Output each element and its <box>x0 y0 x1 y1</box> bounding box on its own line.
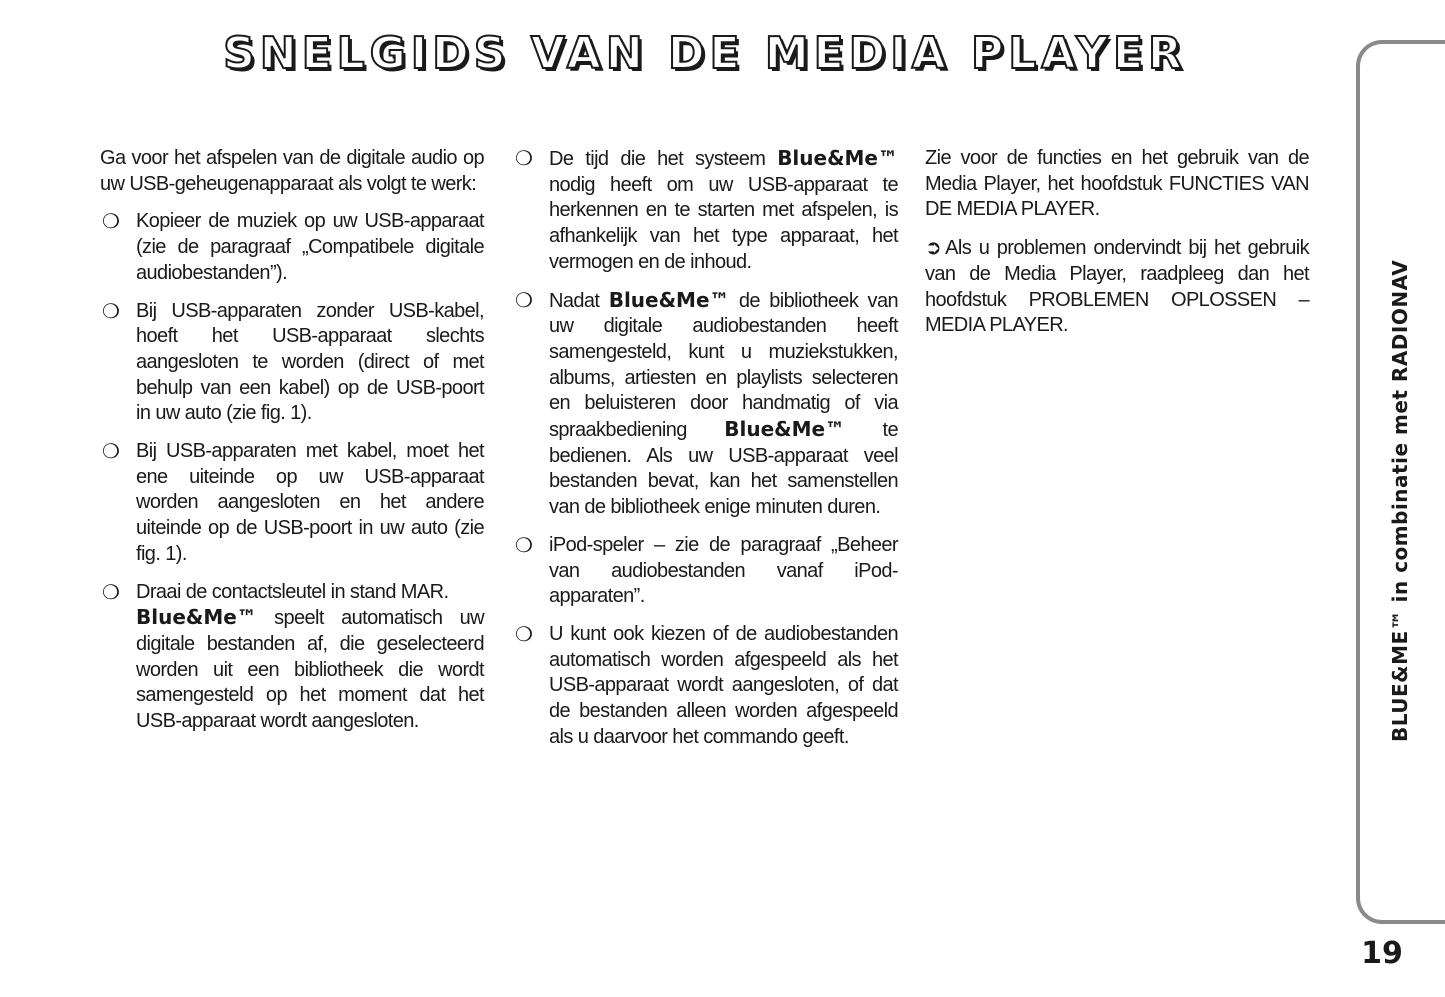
functions-paragraph: Zie voor de functies en het gebruik van de Media Player, het hoofdstuk FUNCTIES VAN DE MEDIA PLAYER. <box>925 147 1309 221</box>
brand-name: Blue&Me™ <box>608 287 730 312</box>
list-item <box>100 580 484 735</box>
middle-bullet-list <box>513 146 898 750</box>
circle-bullet-icon: ❍ <box>102 439 120 464</box>
circle-bullet-icon: ❍ <box>102 298 120 323</box>
circle-bullet-icon: ❍ <box>515 621 533 646</box>
list-item-text: iPod-speler – zie de paragraaf „Beheer van audiobestanden vanaf iPod-apparaten”. <box>549 533 898 608</box>
intro-paragraph: Ga voor het afspelen van de digitale audio op uw USB-geheugenapparaat als volgt te werk: <box>100 147 484 195</box>
arrow-icon: ➲ <box>925 235 942 260</box>
page-number: 19 <box>1361 936 1403 971</box>
list-item <box>513 288 898 521</box>
brand-name: Blue&Me™ <box>777 146 898 170</box>
list-item-text: te bedienen. Als uw USB-apparaat veel bestanden bevat, kan het samenstellen van de bibliotheek enige minuten duren. <box>549 419 899 519</box>
list-item-text: speelt automatisch uw digitale bestanden af, die geselecteerd worden uit een bibliotheek die wordt samengesteld op het moment dat het USB-apparaat wordt aangesloten. <box>136 607 484 733</box>
circle-bullet-icon: ❍ <box>515 287 533 312</box>
list-item-text: Nadat <box>549 289 609 312</box>
middle-column <box>513 146 898 762</box>
circle-bullet-icon: ❍ <box>515 146 533 170</box>
page-title: SNELGIDS VAN DE MEDIA PLAYER <box>223 28 1187 79</box>
left-bullet-list <box>100 209 484 734</box>
list-item-text: Bij USB-apparaten met kabel, moet het ene uiteinde op uw USB-apparaat worden aangesloten en het andere uiteinde op de USB-poort in uw auto (zie fig. 1). <box>136 440 484 565</box>
list-item <box>100 209 484 286</box>
troubleshooting-paragraph <box>925 235 1309 339</box>
brand-name: Blue&Me™ <box>724 417 846 442</box>
list-item-text: Kopieer de muziek op uw USB-apparaat (zie de paragraaf „Compatibele digitale audiobestanden”). <box>136 210 484 284</box>
list-item-text: Bij USB-apparaten zonder USB-kabel, hoeft het USB-apparaat slechts aangesloten te worden (direct of met behulp van een kabel) op de USB-poort in uw auto (zie fig. 1). <box>136 299 484 425</box>
left-column <box>100 146 484 747</box>
list-item-text: De tijd die het systeem <box>549 148 778 170</box>
list-item-text: Draai de contactsleutel in stand MAR. <box>136 580 449 603</box>
circle-bullet-icon: ❍ <box>102 579 120 604</box>
list-item-text: U kunt ook kiezen of de audiobestanden automatisch worden afgespeeld als het USB-apparaat wordt aangesloten, of dat de bestanden alleen worden afgespeeld als u daarvoor het commando geeft. <box>549 622 898 748</box>
right-column <box>925 146 1309 351</box>
list-item <box>100 299 484 428</box>
circle-bullet-icon: ❍ <box>515 532 533 557</box>
troubleshooting-text: Als u problemen ondervindt bij het gebruik van de Media Player, raadpleeg dan het hoofdstuk PROBLEMEN OPLOSSEN – MEDIA PLAYER. <box>925 237 1309 337</box>
list-item-text: nodig heeft om uw USB-apparaat te herkennen en te starten met afspelen, is afhankelijk van het type apparaat, het vermogen en de inhoud. <box>549 173 898 273</box>
list-item <box>513 622 898 751</box>
chapter-label-text: BLUE&ME™ in combinatie met RADIONAV <box>1388 259 1412 742</box>
list-item-text: de bibliotheek van uw digitale audiobestanden heeft samengesteld, kunt u muziekstukken, albums, artiesten en playlists selecteren en beluisteren door handmatig of via spraakbediening <box>549 289 899 442</box>
list-item <box>513 533 898 610</box>
circle-bullet-icon: ❍ <box>102 209 120 234</box>
brand-name: Blue&Me™ <box>136 605 257 630</box>
list-item <box>513 146 898 276</box>
list-item <box>100 439 484 568</box>
